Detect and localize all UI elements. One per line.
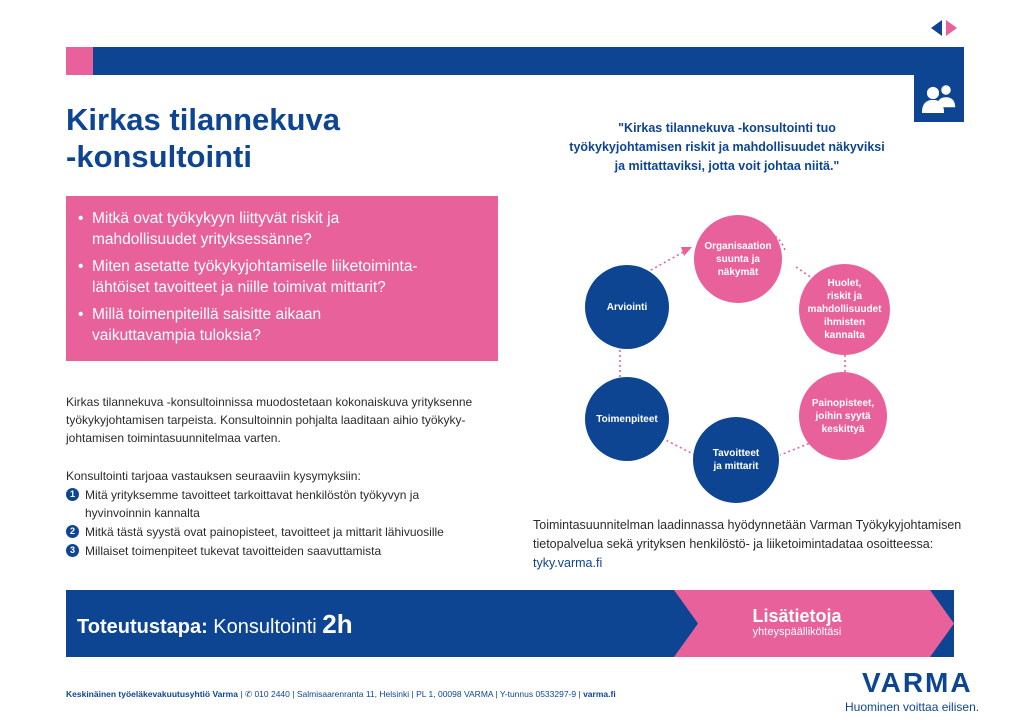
- number-badge: 2: [66, 525, 79, 538]
- brand-slogan: Huominen voittaa eilisen.: [845, 700, 980, 714]
- quote-line-2: työkykyjohtamisen riskit ja mahdollisuudet näkyviksi: [569, 140, 885, 154]
- implementation-label: [77, 609, 353, 642]
- numbered-item: [66, 542, 506, 560]
- page-title: [66, 101, 486, 175]
- quote: [552, 119, 902, 176]
- organisaatio-line-2: suunta ja: [716, 253, 760, 265]
- question-item: [78, 208, 482, 250]
- varma-logo: VARMA: [862, 667, 973, 698]
- footer: [66, 688, 616, 700]
- footer-address: Salmisaarenranta 11, Helsinki | PL 1, 00098 VARMA | Y-tunnus 0533297-9 |: [296, 689, 581, 699]
- painopisteet-line-2: joihin syytä: [815, 410, 871, 422]
- intro-paragraph: [66, 393, 506, 447]
- cycle-step-arviointi: [585, 265, 669, 349]
- intro-line-2: työkykyjohtamisen tarpeista. Konsultoinnin pohjalta laaditaan aihio työkyky-: [66, 413, 466, 427]
- number-badge: 1: [66, 488, 79, 501]
- quote-line-3: ja mittattaviksi, jotta voit johtaa niitä.": [614, 159, 840, 173]
- intro-line-3: johtamisen toimintasuunnitelmaa varten.: [66, 431, 281, 445]
- cycle-step-huolet: [799, 264, 890, 355]
- painopisteet-line-3: keskittyä: [821, 423, 865, 435]
- cycle-step-organisaatio: [694, 215, 782, 303]
- questions-box: [66, 196, 498, 361]
- implementation-banner: [66, 590, 954, 657]
- numbered-item: [66, 486, 506, 522]
- question-item: [78, 256, 482, 298]
- more-info-button[interactable]: [722, 606, 872, 639]
- numbered-1-line-1: Mitä yrityksemme tavoitteet tarkoittavat henkilöstön työkyvyn ja: [85, 488, 420, 502]
- cycle-step-toimenpiteet: [585, 377, 669, 461]
- footer-phone: 010 2440: [254, 689, 290, 699]
- triangle-left-icon[interactable]: [931, 20, 942, 36]
- implementation-heading: Toteutustapa:: [77, 616, 208, 638]
- huolet-line-4: ihmisten: [823, 317, 866, 328]
- page-navigation: [931, 20, 957, 36]
- header-accent: [66, 47, 93, 75]
- tools-paragraph: [533, 516, 973, 573]
- question-item: [78, 304, 482, 346]
- arviointi-line-1: Arviointi: [606, 301, 648, 313]
- question-3-line-2: vaikuttavampia tuloksia?: [92, 327, 261, 344]
- number-badge: 3: [66, 544, 79, 557]
- huolet-line-2: riskit ja: [826, 291, 863, 302]
- cycle-step-tavoitteet: [693, 417, 779, 503]
- tavoitteet-line-1: Tavoitteet: [712, 448, 760, 459]
- huolet-line-3: mahdollisuudet: [807, 304, 882, 315]
- question-1-line-1: • Mitkä ovat työkykyyn liittyvät riskit ja: [92, 210, 340, 227]
- more-info-subtitle: yhteyspäälliköltäsi: [752, 626, 842, 638]
- question-2-line-1: • Miten asetatte työkykyjohtamiselle liiketoiminta-: [92, 258, 418, 275]
- header-bar: [66, 47, 964, 75]
- intro-line-1: Kirkas tilannekuva -konsultoinnissa muodostetaan kokonaiskuva yrityksenne: [66, 395, 473, 409]
- footer-company: Keskinäinen työeläkevakuutusyhtiö Varma: [66, 689, 238, 699]
- tools-line-2: tietopalvelua sekä yrityksen henkilöstö- ja liiketoimintadataa osoitteessa:: [533, 537, 934, 551]
- people-icon-graphic: [921, 84, 957, 114]
- subhead: Konsultointi tarjoaa vastauksen seuraaviin kysymyksiin:: [66, 469, 361, 483]
- title-line-1: Kirkas tilannekuva: [66, 102, 340, 137]
- huolet-line-1: Huolet,: [827, 278, 862, 289]
- numbered-item: [66, 523, 506, 541]
- organisaatio-line-3: näkymät: [717, 266, 759, 278]
- more-info-title: Lisätietoja: [752, 606, 842, 626]
- tyky-link[interactable]: tyky.varma.fi: [533, 556, 603, 570]
- footer-website[interactable]: varma.fi: [583, 689, 616, 699]
- numbered-3-line-1: Millaiset toimenpiteet tukevat tavoitteiden saavuttamista: [85, 544, 382, 558]
- question-3-line-1: • Millä toimenpiteillä saisitte aikaan: [92, 306, 322, 323]
- questions-list: [78, 208, 482, 346]
- toimenpiteet-line-1: Toimenpiteet: [596, 413, 658, 425]
- people-icon: [914, 75, 964, 122]
- footer-separator: |: [292, 689, 295, 699]
- numbered-2-line-1: Mitkä tästä syystä ovat painopisteet, tavoitteet ja mittarit lähivuosille: [85, 525, 444, 539]
- question-2-line-2: lähtöiset tavoitteet ja niille toimivat mittarit?: [92, 279, 386, 296]
- quote-line-1: "Kirkas tilannekuva -konsultointi tuo: [618, 121, 836, 135]
- question-1-line-2: mahdollisuudet yrityksessänne?: [92, 231, 312, 248]
- implementation-type: Konsultointi: [213, 616, 317, 638]
- title-line-2: -konsultointi: [66, 139, 252, 174]
- process-cycle-diagram: [580, 205, 890, 505]
- triangle-right-icon[interactable]: [946, 20, 957, 36]
- painopisteet-line-1: Painopisteet,: [811, 397, 875, 409]
- phone-icon: ✆: [244, 689, 253, 699]
- numbered-list: [66, 486, 506, 561]
- cycle-step-painopisteet: [799, 372, 887, 460]
- tools-line-1: Toimintasuunnitelman laadinnassa hyödynnetään Varman Työkykyjohtamisen: [533, 518, 962, 532]
- numbered-1-line-2: hyvinvoinnin kannalta: [85, 506, 200, 520]
- tavoitteet-line-2: ja mittarit: [713, 461, 759, 472]
- footer-separator: |: [240, 689, 243, 699]
- organisaatio-line-1: Organisaation: [704, 240, 772, 252]
- implementation-duration: 2h: [322, 609, 353, 639]
- huolet-line-5: kannalta: [824, 330, 865, 341]
